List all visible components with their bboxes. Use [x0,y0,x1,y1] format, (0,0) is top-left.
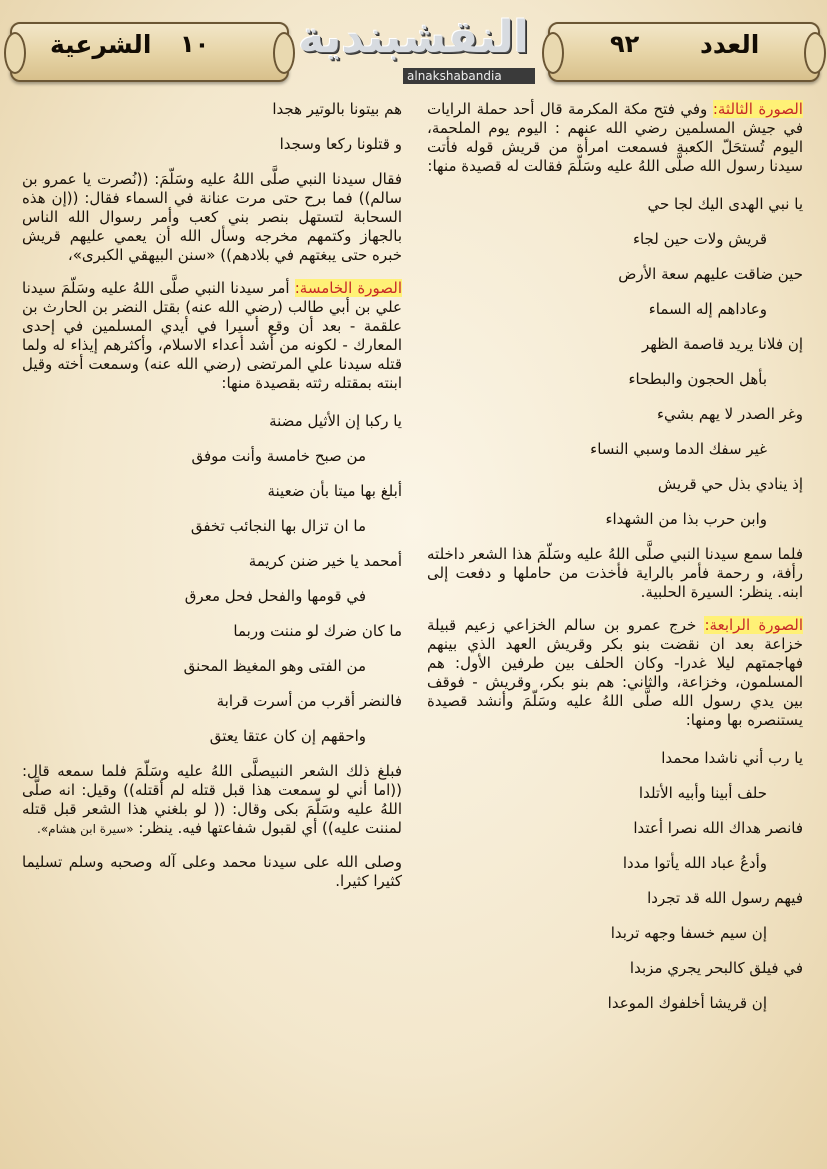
left-column [22,100,402,891]
verse-line: ما كان ضرك لو مننت وربما [233,622,402,640]
paragraph-reaction [22,762,402,839]
issue-label: العدد [700,30,760,59]
verse-line: وغر الصدر لا يهم بشيء [656,405,803,423]
verse-line: ما ان تزال بها النجائب تخفق [190,517,366,535]
verse-line: من صبح خامسة وأنت موفق [191,447,366,465]
verse-line: في فيلق كالبحر يجري مزبدا [629,959,803,977]
verse-line: وعاداهم إله السماء [648,300,767,318]
page-header [0,0,827,96]
verse-line: يا نبي الهدى اليك لجا حي [647,195,803,213]
verse-line: في قومها والفحل فحل معرق [184,587,366,605]
verse-line: فالنضر أقرب من أسرت قرابة [216,692,402,710]
verse-line: إذ ينادي بذل حي قريش [657,475,803,493]
page-number: ١٠ [180,30,210,58]
verse-line: واحقهم إن كان عتقا يعتق [209,727,366,745]
verse-line: يا رب أني ناشدا محمدا [661,749,803,767]
verse-line: إن فلانا يريد قاصمة الظهر [641,335,803,353]
verse-line: حين ضاقت عليهم سعة الأرض [618,265,803,283]
verse-line: من الفتى وهو المغيظ المحنق [183,657,366,675]
verse-line: أبلغ بها ميتا بأن ضعينة [267,482,402,500]
paragraph-fifth-image [22,279,402,393]
verse-line: فانصر هداك الله نصرا أعتدا [633,819,803,837]
paragraph-text: فقال سيدنا النبي صلَّى اللهُ عليه وسَلّمَ: ((نُصرت يا عمرو بن سالم)) فما برح حتى مرت عنانة في السماء فقال: ((إن هذه السحابة لتستهل بنصر بني كعب وأمر رسوال الله الناس بالجهاز وكتمهم مخرجه وسأل الله أن يعمي عليهم قريش خبره حتى يبغتهم في بلادهم)) «سنن البيهقي الكبرى»، [22,170,402,264]
verse-line: غير سفك الدما وسبي النساء [590,440,767,458]
verse-line: وأدعُ عباد الله يأتوا مددا [622,854,767,872]
magazine-logo [295,8,532,86]
verse-line: حلف أبينا وأبيه الأتلدا [638,784,767,802]
right-column [427,100,803,1013]
verse-line: إن سيم خسفا وجهه تربدا [610,924,767,942]
verse-line: وابن حرب بذا من الشهداء [605,510,767,528]
section-title: الشرعية [50,30,152,59]
verse-line: يا ركبا إن الأثيل مضنة [269,412,402,430]
paragraph-text: أمر سيدنا النبي صلَّى اللهُ عليه وسَلّمَ سيدنا علي بن أبي طالب (رضي الله عنه) بقتل النضر بن الحارث بن علقمة - بعد أن وقع أسيرا في أيدي المسلمين في إحدى المعارك - لكونه من أشد أعداء الاسلام، وأكثرهم إيذاء له ولما قتله سيدنا علي المرتضى (رضي الله عنه) وسمعت أخته وقيل ابنته بمقتله رثته بقصيدة منها: [22,279,402,392]
verse-line: و قتلونا ركعا وسجدا [279,135,402,153]
verse-line: بأهل الحجون والبطحاء [628,370,767,388]
paragraph-third-image [427,100,803,176]
paragraph-text: فلما سمع سيدنا النبي صلَّى اللهُ عليه وسَلّمَ هذا الشعر داخلته رأفة، و رحمة فأمر بالراية فأخذت من حاملها و دفعت إلى ابنه. ينظر: السيرة الحلبية. [427,545,803,601]
verse-line: قريش ولات حين لجاء [632,230,767,248]
issue-scroll-banner [548,22,820,82]
logo-arabic-text: النقشبندية [298,12,529,63]
verse-line: أمحمد يا خير ضنن كريمة [248,552,402,570]
heading-third-image: الصورة الثالثة: [712,100,803,118]
paragraph-text: خرج عمرو بن سالم الخزاعي زعيم قبيلة خزاعة بعد ان نقضت بنو بكر وقريش العهد الذي بينهم فهاجمتهم ليلا غدرا- وكان الحلف بين طرفين الأول: هم المسلمون، وخزاعة، والثاني: هم بنو بكر، وقريش - فوقف بين يدي رسول الله صلَّى اللهُ عليه وسَلّمَ وأنشد قصيدة يستنصره بها ومنها: [427,616,803,729]
paragraph-text: وفي فتح مكة المكرمة قال أحد حملة الرايات في جيش المسلمين رضي الله عنهم : اليوم يوم الملحمة، اليوم تُستحَلّ الكعبة فسمعت امرأة من قريش قوله فأتت سيدنا رسول الله صلَّى اللهُ عليه وسَلّمَ فقالت له قصيدة منها: [427,100,803,175]
verse-line: إن قريشا أخلفوك الموعدا [607,994,767,1012]
closing-prayer: وصلى الله على سيدنا محمد وعلى آله وصحبه وسلم تسليما كثيرا كثيرا. [22,853,402,890]
heading-fifth-image: الصورة الخامسة: [294,279,402,297]
paragraph-fourth-image [427,616,803,730]
logo-english-text: alnakshabandia [403,68,535,84]
source-citation: «سيرة ابن هشام». [37,822,134,836]
issue-number: ٩٢ [610,30,640,58]
verse-line: هم بيتونا بالوتير هجدا [272,100,402,118]
paragraph-text: فبلغ ذلك الشعر النبيصلَّى اللهُ عليه وسَلّمَ فلما سمعه قال: ((اما أني لو سمعت هذا قبل قتله لم أقتله)) وقيل: انه صلَّى اللهُ عليه وسَلّمَ بكى وقال: (( لو بلغني هذا الشعر قبل قتله لمننت عليه)) أي لقبول شفاعتها فيه. ينظر: [22,762,402,837]
heading-fourth-image: الصورة الرابعة: [704,616,803,634]
verse-line: فيهم رسول الله قد تجردا [647,889,803,907]
